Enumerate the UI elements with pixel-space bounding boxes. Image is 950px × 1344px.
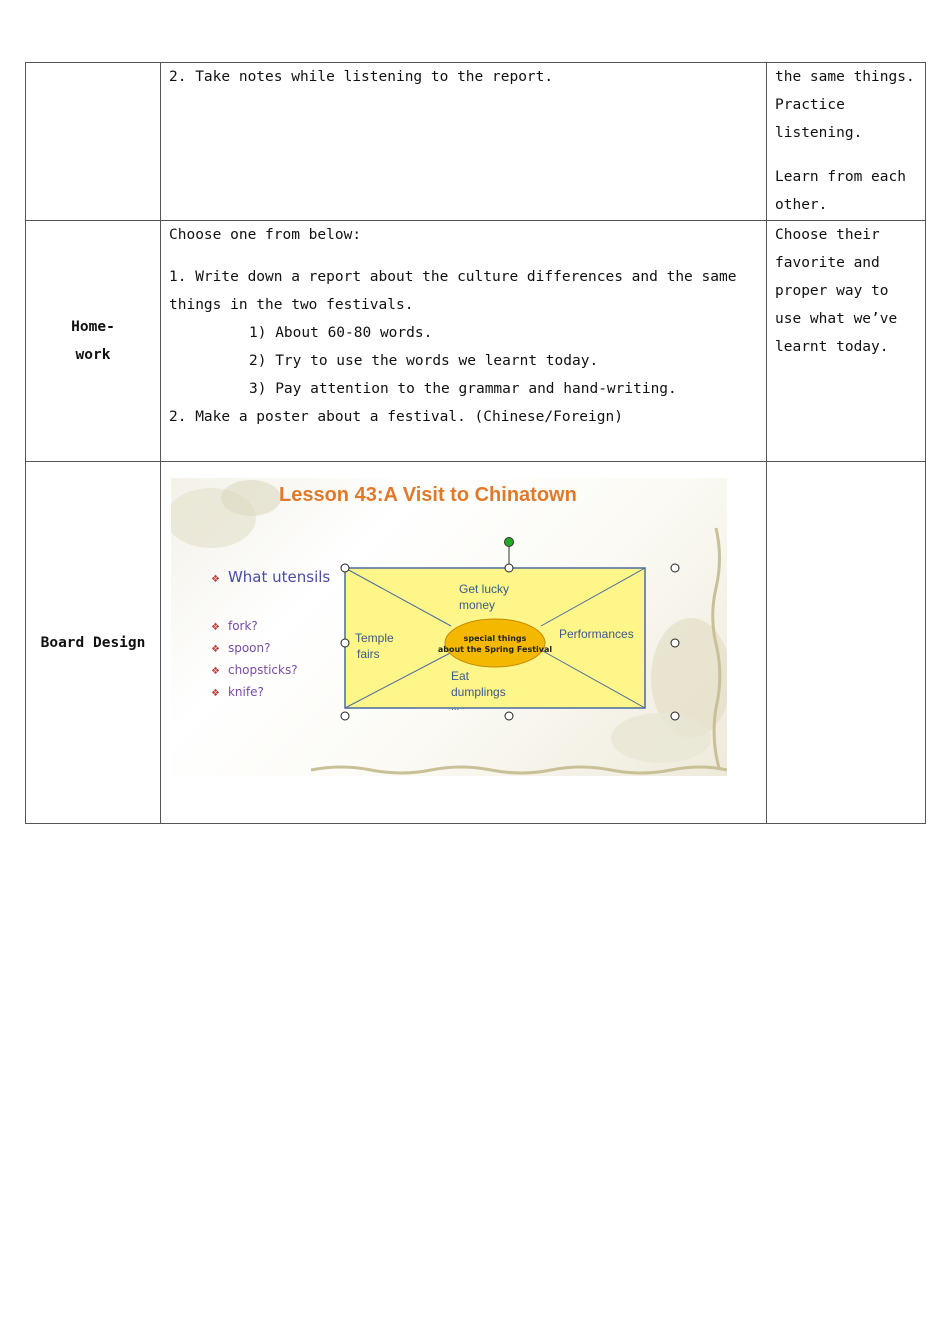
purpose-line: Choose their [775,227,880,243]
diamond-bullet-icon: ❖ [211,666,220,677]
purpose-line: use what we’ve [775,311,898,327]
node-label: Temple [355,631,394,645]
board-design-cell [161,462,767,824]
row1-purpose-cell [767,63,926,221]
slide-question-text: What utensils [227,568,331,586]
node-label: Get lucky [459,582,510,596]
purpose-line: listening. [775,125,863,141]
homework-purpose-cell [767,221,926,462]
diamond-bullet-icon: ❖ [211,644,220,655]
diamond-bullet-icon: ❖ [211,622,220,633]
center-label: about the Spring Festival [437,645,553,654]
node-label: ... [451,702,460,713]
homework-subitem: 1) About 60-80 words. [249,325,433,341]
homework-label [26,221,161,462]
purpose-line: the same things. [775,69,915,85]
row1-label-cell [26,63,161,221]
lesson-plan-table [25,62,926,824]
diamond-bullet-icon: ❖ [211,574,220,585]
purpose-line: Practice [775,97,845,113]
homework-label-line: work [75,347,111,363]
homework-item-1-cont: things in the two festivals. [169,297,414,313]
homework-item-1: 1. Write down a report about the culture differences and the same [169,269,737,285]
resize-handle-icon[interactable] [341,712,349,720]
board-design-slide [171,478,727,776]
utensil-item: fork? [227,619,258,633]
board-design-purpose-cell [767,462,926,824]
purpose-line: Learn from each [775,169,906,185]
diamond-bullet-icon: ❖ [211,688,220,699]
board-design-label: Board Design [26,462,161,824]
row1-step-text: 2. Take notes while listening to the report. [169,69,554,85]
table-row [26,221,926,462]
resize-handle-icon[interactable] [671,712,679,720]
homework-label-line: Home- [71,319,115,335]
utensil-item: chopsticks? [227,663,298,677]
homework-subitem: 3) Pay attention to the grammar and hand-writing. [249,381,677,397]
row1-content-cell [161,63,767,221]
purpose-line: proper way to [775,283,889,299]
purpose-line: other. [775,197,828,213]
resize-handle-icon[interactable] [671,639,679,647]
node-label: Performances [559,627,634,641]
utensil-item: knife? [227,685,264,699]
table-row [26,462,926,824]
node-label: fairs [357,647,380,661]
node-label: Eat [451,669,470,683]
center-label: special things [463,634,527,643]
node-label: dumplings [451,685,506,699]
resize-handle-icon[interactable] [341,564,349,572]
purpose-line: favorite and [775,255,880,271]
node-label: money [459,598,496,612]
homework-content-cell [161,221,767,462]
homework-item-2: 2. Make a poster about a festival. (Chinese/Foreign) [169,409,623,425]
resize-handle-icon[interactable] [671,564,679,572]
homework-subitem: 2) Try to use the words we learnt today. [249,353,599,369]
rotate-handle-icon[interactable] [505,538,514,547]
resize-handle-icon[interactable] [505,564,513,572]
resize-handle-icon[interactable] [505,712,513,720]
spring-festival-mindmap [171,478,727,776]
table-row [26,63,926,221]
resize-handle-icon[interactable] [341,639,349,647]
slide-title: Lesson 43:A Visit to Chinatown [279,484,577,506]
utensil-item: spoon? [227,641,271,655]
homework-intro: Choose one from below: [169,227,362,243]
center-ellipse [445,619,545,667]
purpose-line: learnt today. [775,339,889,355]
